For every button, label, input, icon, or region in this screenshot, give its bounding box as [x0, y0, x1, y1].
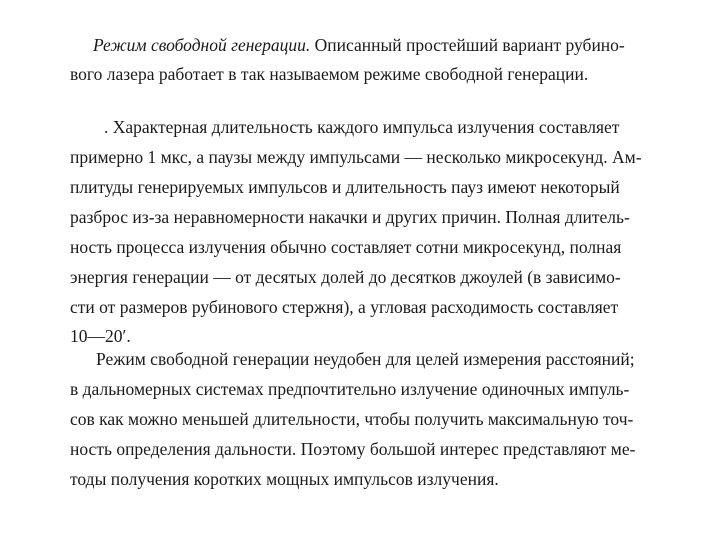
paragraph-2-line-7: сти от размеров рубинового стержня), а угловая расходимость составляет	[70, 297, 619, 317]
paragraph-1-line-2: вого лазера работает в так называемом режиме свободной генерации.	[70, 64, 589, 84]
paragraph-2-line-2: примерно 1 мкс, а паузы между импульсами — несколько микросекунд. Ам-	[70, 147, 642, 167]
paragraph-3-line-1: Режим свободной генерации неудобен для целей измерения расстояний;	[96, 349, 635, 369]
paragraph-3-line-2: в дальномерных системах предпочтительно излучение одиночных импуль-	[70, 379, 630, 399]
paragraph-2-line-1: . Характерная длительность каждого импульса излучения составляет	[104, 117, 620, 137]
paragraph-3-line-3: сов как можно меньшей длительности, чтобы получить максимальную точ-	[70, 409, 634, 429]
paragraph-3-line-4: ность определения дальности. Поэтому большой интерес представляют ме-	[70, 439, 636, 459]
paragraph-2-line-5: ность процесса излучения обычно составляет сотни микросекунд, полная	[70, 237, 622, 257]
paragraph-1-text: Описанный простейший вариант рубино-	[310, 35, 625, 55]
paragraph-2-line-8: 10—20′.	[70, 326, 131, 346]
section-heading: Режим свободной генерации.	[93, 35, 311, 55]
paragraph-2-line-6: энергия генерации — от десятых долей до десятков джоулей (в зависимо-	[70, 267, 621, 287]
paragraph-2-line-4: разброс из-за неравномерности накачки и других причин. Полная длитель-	[70, 207, 630, 227]
paragraph-3-line-5: тоды получения коротких мощных импульсов излучения.	[70, 469, 499, 489]
paragraph-1-line-1	[93, 34, 673, 56]
paragraph-2-line-3: плитуды генерируемых импульсов и длительность пауз имеют некоторый	[70, 177, 620, 197]
